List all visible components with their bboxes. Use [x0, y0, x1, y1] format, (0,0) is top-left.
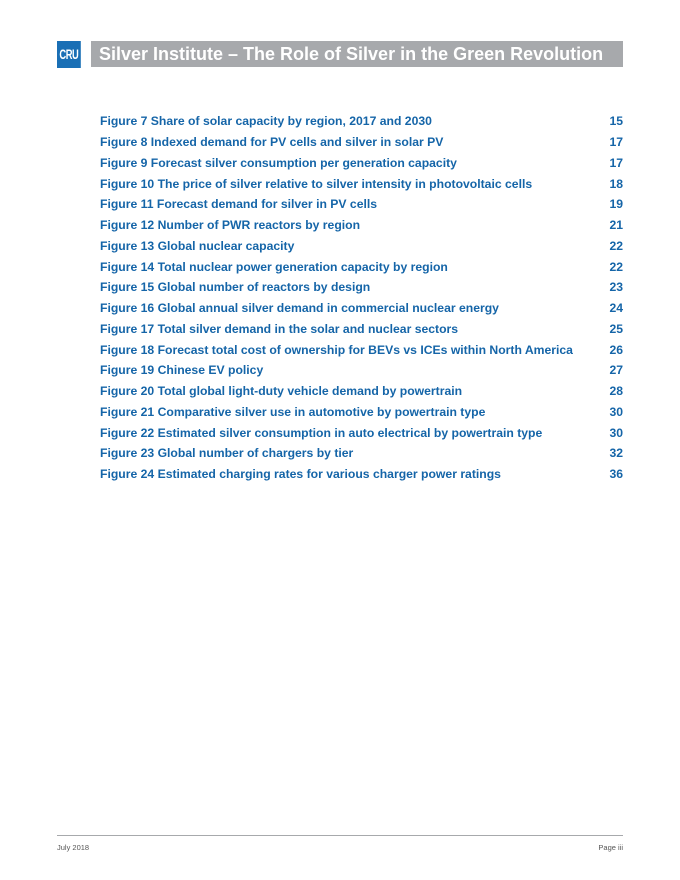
toc-entry-page: 22: [609, 238, 623, 253]
toc-entry-label: Figure 14 Total nuclear power generation capacity by region: [100, 259, 448, 274]
toc-entry-page: 23: [609, 280, 623, 295]
footer-page-number: Page iii: [598, 843, 623, 852]
toc-entry-label: Figure 24 Estimated charging rates for various charger power ratings: [100, 467, 501, 482]
toc-entry[interactable]: [100, 277, 623, 298]
toc-entry-label: Figure 11 Forecast demand for silver in PV cells: [100, 197, 378, 212]
toc-entry-page: 17: [609, 155, 623, 170]
toc-entry[interactable]: [100, 443, 623, 464]
toc-entry[interactable]: [100, 381, 623, 402]
toc-entry-label: Figure 13 Global nuclear capacity: [100, 238, 295, 253]
cru-logo: CRU: [57, 41, 81, 68]
toc-entry[interactable]: [100, 402, 623, 423]
toc-entry[interactable]: [100, 319, 623, 340]
footer-date: July 2018: [57, 843, 90, 852]
toc-entry[interactable]: [100, 215, 623, 236]
toc-entry-page: 15: [609, 114, 623, 129]
toc-entry-page: 22: [609, 259, 623, 274]
toc-entry-label: Figure 8 Indexed demand for PV cells and silver in solar PV: [100, 135, 444, 150]
toc-entry-label: Figure 16 Global annual silver demand in commercial nuclear energy: [100, 301, 499, 316]
header-bar: [91, 41, 623, 67]
toc-entry-label: Figure 7 Share of solar capacity by region, 2017 and 2030: [100, 114, 432, 129]
toc-entry-label: Figure 19 Chinese EV policy: [100, 363, 264, 378]
toc-entry-label: Figure 15 Global number of reactors by design: [100, 280, 371, 295]
toc-entry[interactable]: [100, 173, 623, 194]
toc-entry-label: Figure 18 Forecast total cost of ownership for BEVs vs ICEs within North America: [100, 342, 573, 357]
toc-entry[interactable]: [100, 339, 623, 360]
toc-entry[interactable]: [100, 422, 623, 443]
toc-entry[interactable]: [100, 132, 623, 153]
toc-entry-label: Figure 9 Forecast silver consumption per generation capacity: [100, 155, 457, 170]
toc-entry[interactable]: [100, 111, 623, 132]
toc-entry-label: Figure 10 The price of silver relative to silver intensity in photovoltaic cells: [100, 176, 533, 191]
toc-entry-page: 21: [609, 218, 623, 233]
toc-entry-page: 30: [609, 425, 623, 440]
toc-entry-page: 19: [609, 197, 623, 212]
toc-entry-page: 27: [609, 363, 623, 378]
toc-entry-label: Figure 23 Global number of chargers by tier: [100, 446, 354, 461]
toc-entry-label: Figure 21 Comparative silver use in automotive by powertrain type: [100, 404, 486, 419]
list-of-figures: [100, 111, 623, 485]
toc-entry-page: 17: [609, 135, 623, 150]
toc-entry-page: 26: [609, 342, 623, 357]
toc-entry-page: 30: [609, 404, 623, 419]
toc-entry-label: Figure 20 Total global light-duty vehicle demand by powertrain: [100, 384, 463, 399]
toc-entry-page: 18: [609, 176, 623, 191]
toc-entry[interactable]: [100, 256, 623, 277]
toc-entry[interactable]: [100, 153, 623, 174]
toc-entry[interactable]: [100, 298, 623, 319]
toc-entry[interactable]: [100, 236, 623, 257]
document-title: Silver Institute – The Role of Silver in the Green Revolution: [99, 43, 604, 64]
toc-entry[interactable]: [100, 360, 623, 381]
toc-entry-label: Figure 12 Number of PWR reactors by region: [100, 218, 361, 233]
toc-entry[interactable]: [100, 194, 623, 215]
toc-entry-page: 36: [609, 467, 623, 482]
toc-entry-label: Figure 17 Total silver demand in the solar and nuclear sectors: [100, 321, 459, 336]
footer-divider: [57, 835, 623, 836]
toc-entry-label: Figure 22 Estimated silver consumption in auto electrical by powertrain type: [100, 425, 543, 440]
toc-entry[interactable]: [100, 464, 623, 485]
toc-entry-page: 24: [609, 301, 623, 316]
toc-entry-page: 28: [609, 384, 623, 399]
toc-entry-page: 32: [609, 446, 623, 461]
toc-entry-page: 25: [609, 321, 623, 336]
